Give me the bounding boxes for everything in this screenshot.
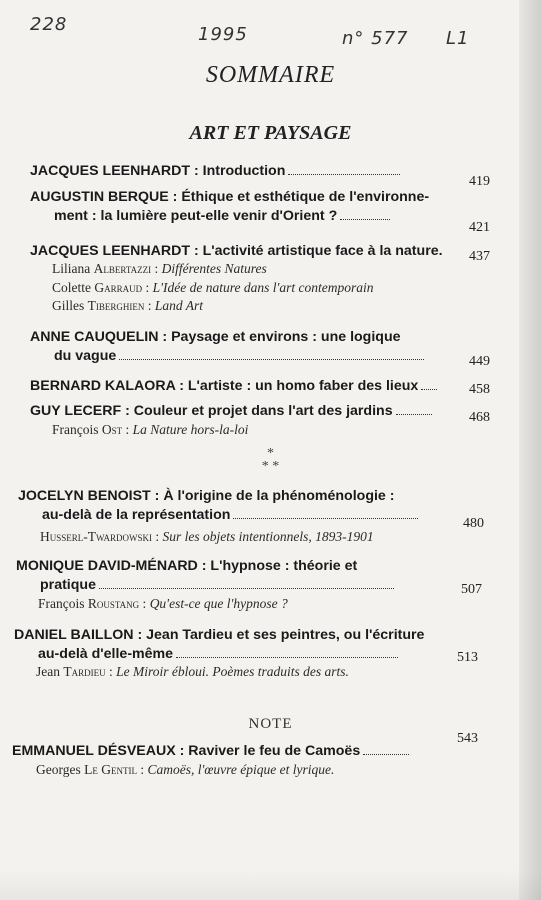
handwritten-issue: n° 577: [342, 28, 409, 49]
leader-dots: [363, 753, 409, 755]
review-line: Husserl-Twardowski : Sur les objets intentionnels, 1893-1901: [40, 529, 374, 544]
page-number: 480: [463, 516, 484, 531]
leader-dots: [233, 517, 418, 519]
leader-dots: [340, 218, 390, 220]
separator-stars: * *: [261, 459, 280, 474]
handwritten-number: 228: [30, 14, 68, 35]
review-line: François Roustang : Qu'est-ce que l'hypnose ?: [38, 596, 288, 611]
page-bottom-shade: [0, 870, 541, 900]
entry-line: JOCELYN BENOIST : À l'origine de la phénoménologie :: [18, 488, 395, 504]
entry-line: DANIEL BAILLON : Jean Tardieu et ses peintres, ou l'écriture: [14, 627, 425, 643]
toc-entry: [18, 487, 418, 525]
toc-entry: [30, 402, 432, 421]
leader-dots: [288, 173, 400, 175]
page-number: 419: [469, 174, 490, 189]
entry-line: au-delà d'elle-même: [38, 646, 174, 662]
entry-line: du vague: [54, 348, 117, 364]
entry-line: JACQUES LEENHARDT : L'activité artistique face à la nature.: [30, 243, 443, 259]
page-number: 458: [469, 382, 490, 397]
entry-line: EMMANUEL DÉSVEAUX : Raviver le feu de Camoës: [12, 743, 361, 759]
entry-line: ment : la lumière peut-elle venir d'Orient ?: [54, 208, 338, 224]
page-number: 543: [457, 731, 478, 746]
review-line: Liliana Albertazzi : Différentes Natures: [52, 261, 267, 276]
separator-star: *: [267, 446, 274, 461]
page-title: SOMMAIRE: [205, 62, 336, 88]
entry-line: AUGUSTIN BERQUE : Éthique et esthétique de l'environne-: [30, 189, 430, 205]
entry-line: BERNARD KALAORA : L'artiste : un homo faber des lieux: [30, 378, 419, 394]
section-theme: ART ET PAYSAGE: [189, 122, 352, 144]
toc-entry: [30, 242, 443, 261]
entry-line: ANNE CAUQUELIN : Paysage et environs : une logique: [30, 329, 401, 345]
review-line: Colette Garraud : L'Idée de nature dans l'art contemporain: [52, 280, 374, 295]
toc-entry: [30, 162, 400, 181]
entry-line: JACQUES LEENHARDT : Introduction: [30, 163, 286, 179]
page-number: 437: [469, 249, 490, 264]
page-number: 513: [457, 650, 478, 665]
page-number: 421: [469, 220, 490, 235]
toc-entry: [30, 188, 429, 226]
entry-line: au-delà de la représentation: [42, 507, 231, 523]
leader-dots: [119, 358, 424, 360]
page-number: 468: [469, 410, 490, 425]
entry-line: pratique: [40, 577, 96, 593]
review-line: François Ost : La Nature hors-la-loi: [52, 422, 249, 437]
leader-dots: [421, 388, 437, 390]
leader-dots: [99, 587, 394, 589]
toc-entry: [12, 742, 409, 761]
page-number: 449: [469, 354, 490, 369]
page-number: 507: [461, 582, 482, 597]
handwritten-code: L1: [446, 28, 470, 49]
toc-entry: [30, 377, 437, 396]
leader-dots: [176, 656, 398, 658]
entry-line: MONIQUE DAVID-MÉNARD : L'hypnose : théorie et: [16, 558, 358, 574]
toc-entry: [14, 626, 424, 664]
note-heading: NOTE: [248, 716, 293, 732]
entry-line: GUY LECERF : Couleur et projet dans l'art des jardins: [30, 403, 393, 419]
review-line: Jean Tardieu : Le Miroir ébloui. Poèmes traduits des arts.: [36, 664, 349, 679]
leader-dots: [396, 413, 432, 415]
toc-entry: [16, 557, 394, 595]
review-line: Georges Le Gentil : Camoës, l'œuvre épique et lyrique.: [36, 762, 335, 777]
review-line: Gilles Tiberghien : Land Art: [52, 298, 204, 313]
handwritten-year: 1995: [198, 24, 248, 45]
toc-entry: [30, 328, 424, 366]
